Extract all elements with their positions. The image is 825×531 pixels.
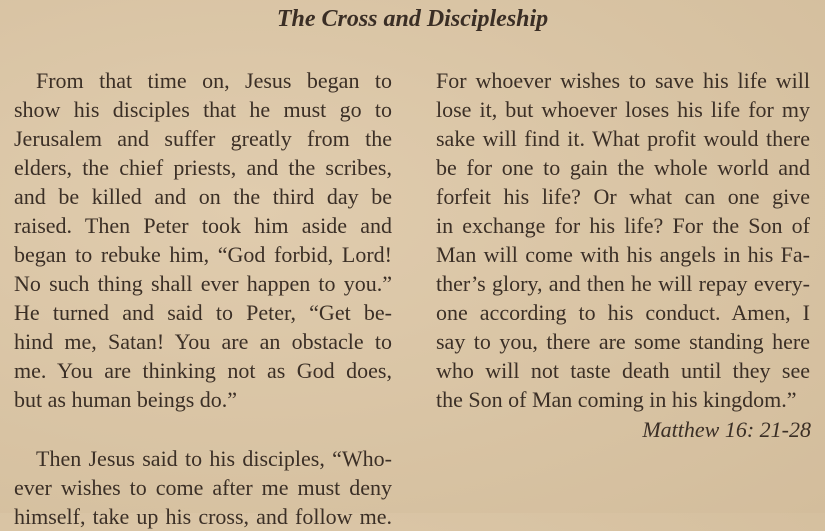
- text-line: me. You are thinking not as God does,: [14, 358, 392, 383]
- text-line: forfeit his life? Or what can one give: [436, 184, 810, 209]
- text-line: Man will come with his angels in his Fa-: [436, 242, 810, 267]
- text-line: in exchange for his life? For the Son of: [436, 213, 810, 238]
- text-line: He turned and said to Peter, “Get be-: [14, 300, 392, 325]
- text-line: say to you, there are some standing here: [436, 329, 810, 354]
- page-title: The Cross and Discipleship: [276, 6, 549, 32]
- paragraph-1: [14, 66, 392, 414]
- text-line: For whoever wishes to save his life will: [436, 68, 810, 93]
- text-line: sake will find it. What profit would there: [436, 126, 810, 151]
- text-line: began to rebuke him, “God forbid, Lord!: [14, 242, 392, 267]
- scripture-citation: Matthew 16: 21-28: [642, 417, 811, 442]
- text-line: but as human beings do.”: [14, 387, 238, 412]
- paragraph-3: [436, 66, 810, 414]
- right-column: [436, 66, 810, 414]
- text-line: raised. Then Peter took him aside and: [14, 213, 392, 238]
- text-line: lose it, but whoever loses his life for my: [436, 97, 810, 122]
- text-line: Then Jesus said to his disciples, “Who-: [36, 446, 392, 471]
- text-line: hind me, Satan! You are an obstacle to: [14, 329, 392, 354]
- text-line: who will not taste death until they see: [436, 358, 810, 383]
- text-line: ther’s glory, and then he will repay every-: [436, 271, 810, 296]
- text-line: one according to his conduct. Amen, I: [436, 300, 810, 325]
- text-line: No such thing shall ever happen to you.”: [14, 271, 392, 296]
- text-line: ever wishes to come after me must deny: [14, 475, 392, 500]
- left-column: [14, 66, 392, 531]
- text-line: the Son of Man coming in his kingdom.”: [436, 387, 797, 412]
- text-line: Jerusalem and suffer greatly from the: [14, 126, 392, 151]
- text-line: From that time on, Jesus began to: [36, 68, 392, 93]
- text-line: be for one to gain the whole world and: [436, 155, 810, 180]
- text-line: elders, the chief priests, and the scribes,: [14, 155, 392, 180]
- text-line: and be killed and on the third day be: [14, 184, 392, 209]
- text-line: himself, take up his cross, and follow me.: [14, 504, 392, 529]
- paragraph-2: [14, 444, 392, 531]
- text-line: show his disciples that he must go to: [14, 97, 392, 122]
